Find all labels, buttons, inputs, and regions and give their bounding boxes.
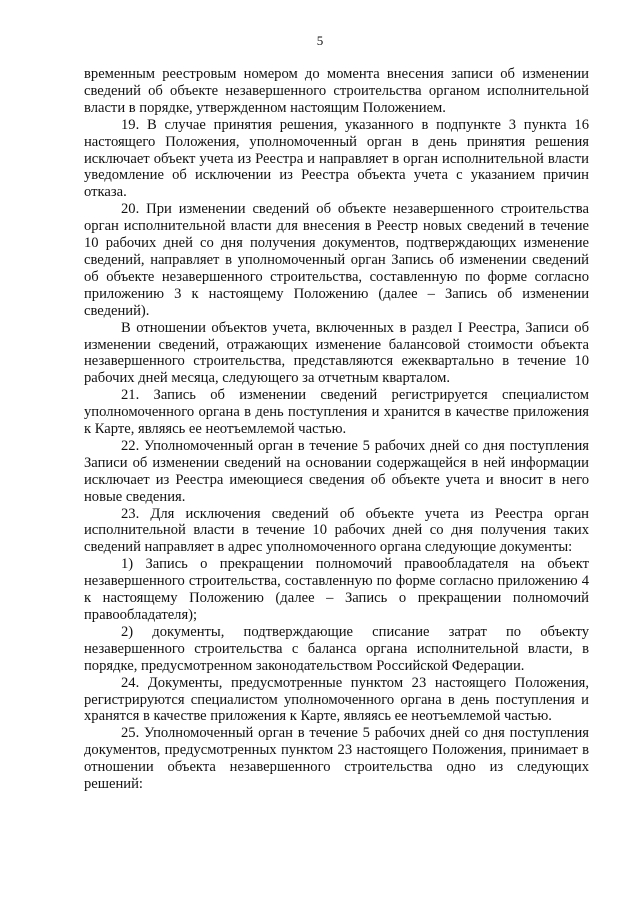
paragraph-20: 20. При изменении сведений об объекте незавершенного строительства орган исполнительной власти для внесения в Реестр новых сведений в течение 10 рабочих дней со дня получения документов, подтверждающих изменение сведений, направляет в уполномоченный орган Запись об изменении сведений об объекте незавершенного строительства, составленную по форме согласно приложению 3 к настоящему Положению (далее – Запись об изменении сведений).	[84, 201, 589, 319]
paragraph-continuation: временным реестровым номером до момента внесения записи об изменении сведений об объекте незавершенного строительства органом исполнительной власти в порядке, утвержденном настоящим Положением.	[84, 66, 589, 116]
paragraph-23-item-1: 1) Запись о прекращении полномочий правообладателя на объект незавершенного строительства, составленную по форме согласно приложению 4 к настоящему Положению (далее – Запись о прекращении полномочий правообладателя);	[84, 556, 589, 623]
paragraph-19: 19. В случае принятия решения, указанного в подпункте 3 пункта 16 настоящего Положения, уполномоченный орган в день принятия решения исключает объект учета из Реестра и направляет в орган исполнительной власти уведомление об исключении из Реестра объекта учета с указанием причин отказа.	[84, 116, 589, 201]
paragraph-21: 21. Запись об изменении сведений регистрируется специалистом уполномоченного органа в день поступления и хранится в качестве приложения к Карте, являясь ее неотъемлемой частью.	[84, 387, 589, 438]
paragraph-24: 24. Документы, предусмотренные пунктом 23 настоящего Положения, регистрируются специалистом уполномоченного органа в день поступления и хранятся в качестве приложения к Карте, являясь ее неотъемлемой частью.	[84, 674, 589, 725]
paragraph-22: 22. Уполномоченный орган в течение 5 рабочих дней со дня поступления Записи об изменении сведений на основании содержащейся в ней информации исключает из Реестра имеющиеся сведения об объекте учета и вносит в него новые сведения.	[84, 437, 589, 505]
paragraph-23: 23. Для исключения сведений об объекте учета из Реестра орган исполнительной власти в течение 10 рабочих дней со дня получения таких сведений направляет в адрес уполномоченного органа следующие документы:	[84, 505, 589, 556]
paragraph-25: 25. Уполномоченный орган в течение 5 рабочих дней со дня поступления документов, предусмотренных пунктом 23 настоящего Положения, принимает в отношении объекта незавершенного строительства одно из следующих решений:	[84, 725, 589, 793]
paragraph-23-item-2: 2) документы, подтверждающие списание затрат по объекту незавершенного строительства с баланса органа исполнительной власти, в порядке, предусмотренном законодательством Российской Федерации.	[84, 623, 589, 674]
paragraph-20-section-i: В отношении объектов учета, включенных в раздел I Реестра, Записи об изменении сведений, отражающих изменение балансовой стоимости объекта незавершенного строительства, представляются ежеквартально в течение 10 рабочих дней месяца, следующего за отчетным кварталом.	[84, 319, 589, 387]
page-number: 5	[316, 33, 324, 48]
document-body	[84, 66, 589, 793]
